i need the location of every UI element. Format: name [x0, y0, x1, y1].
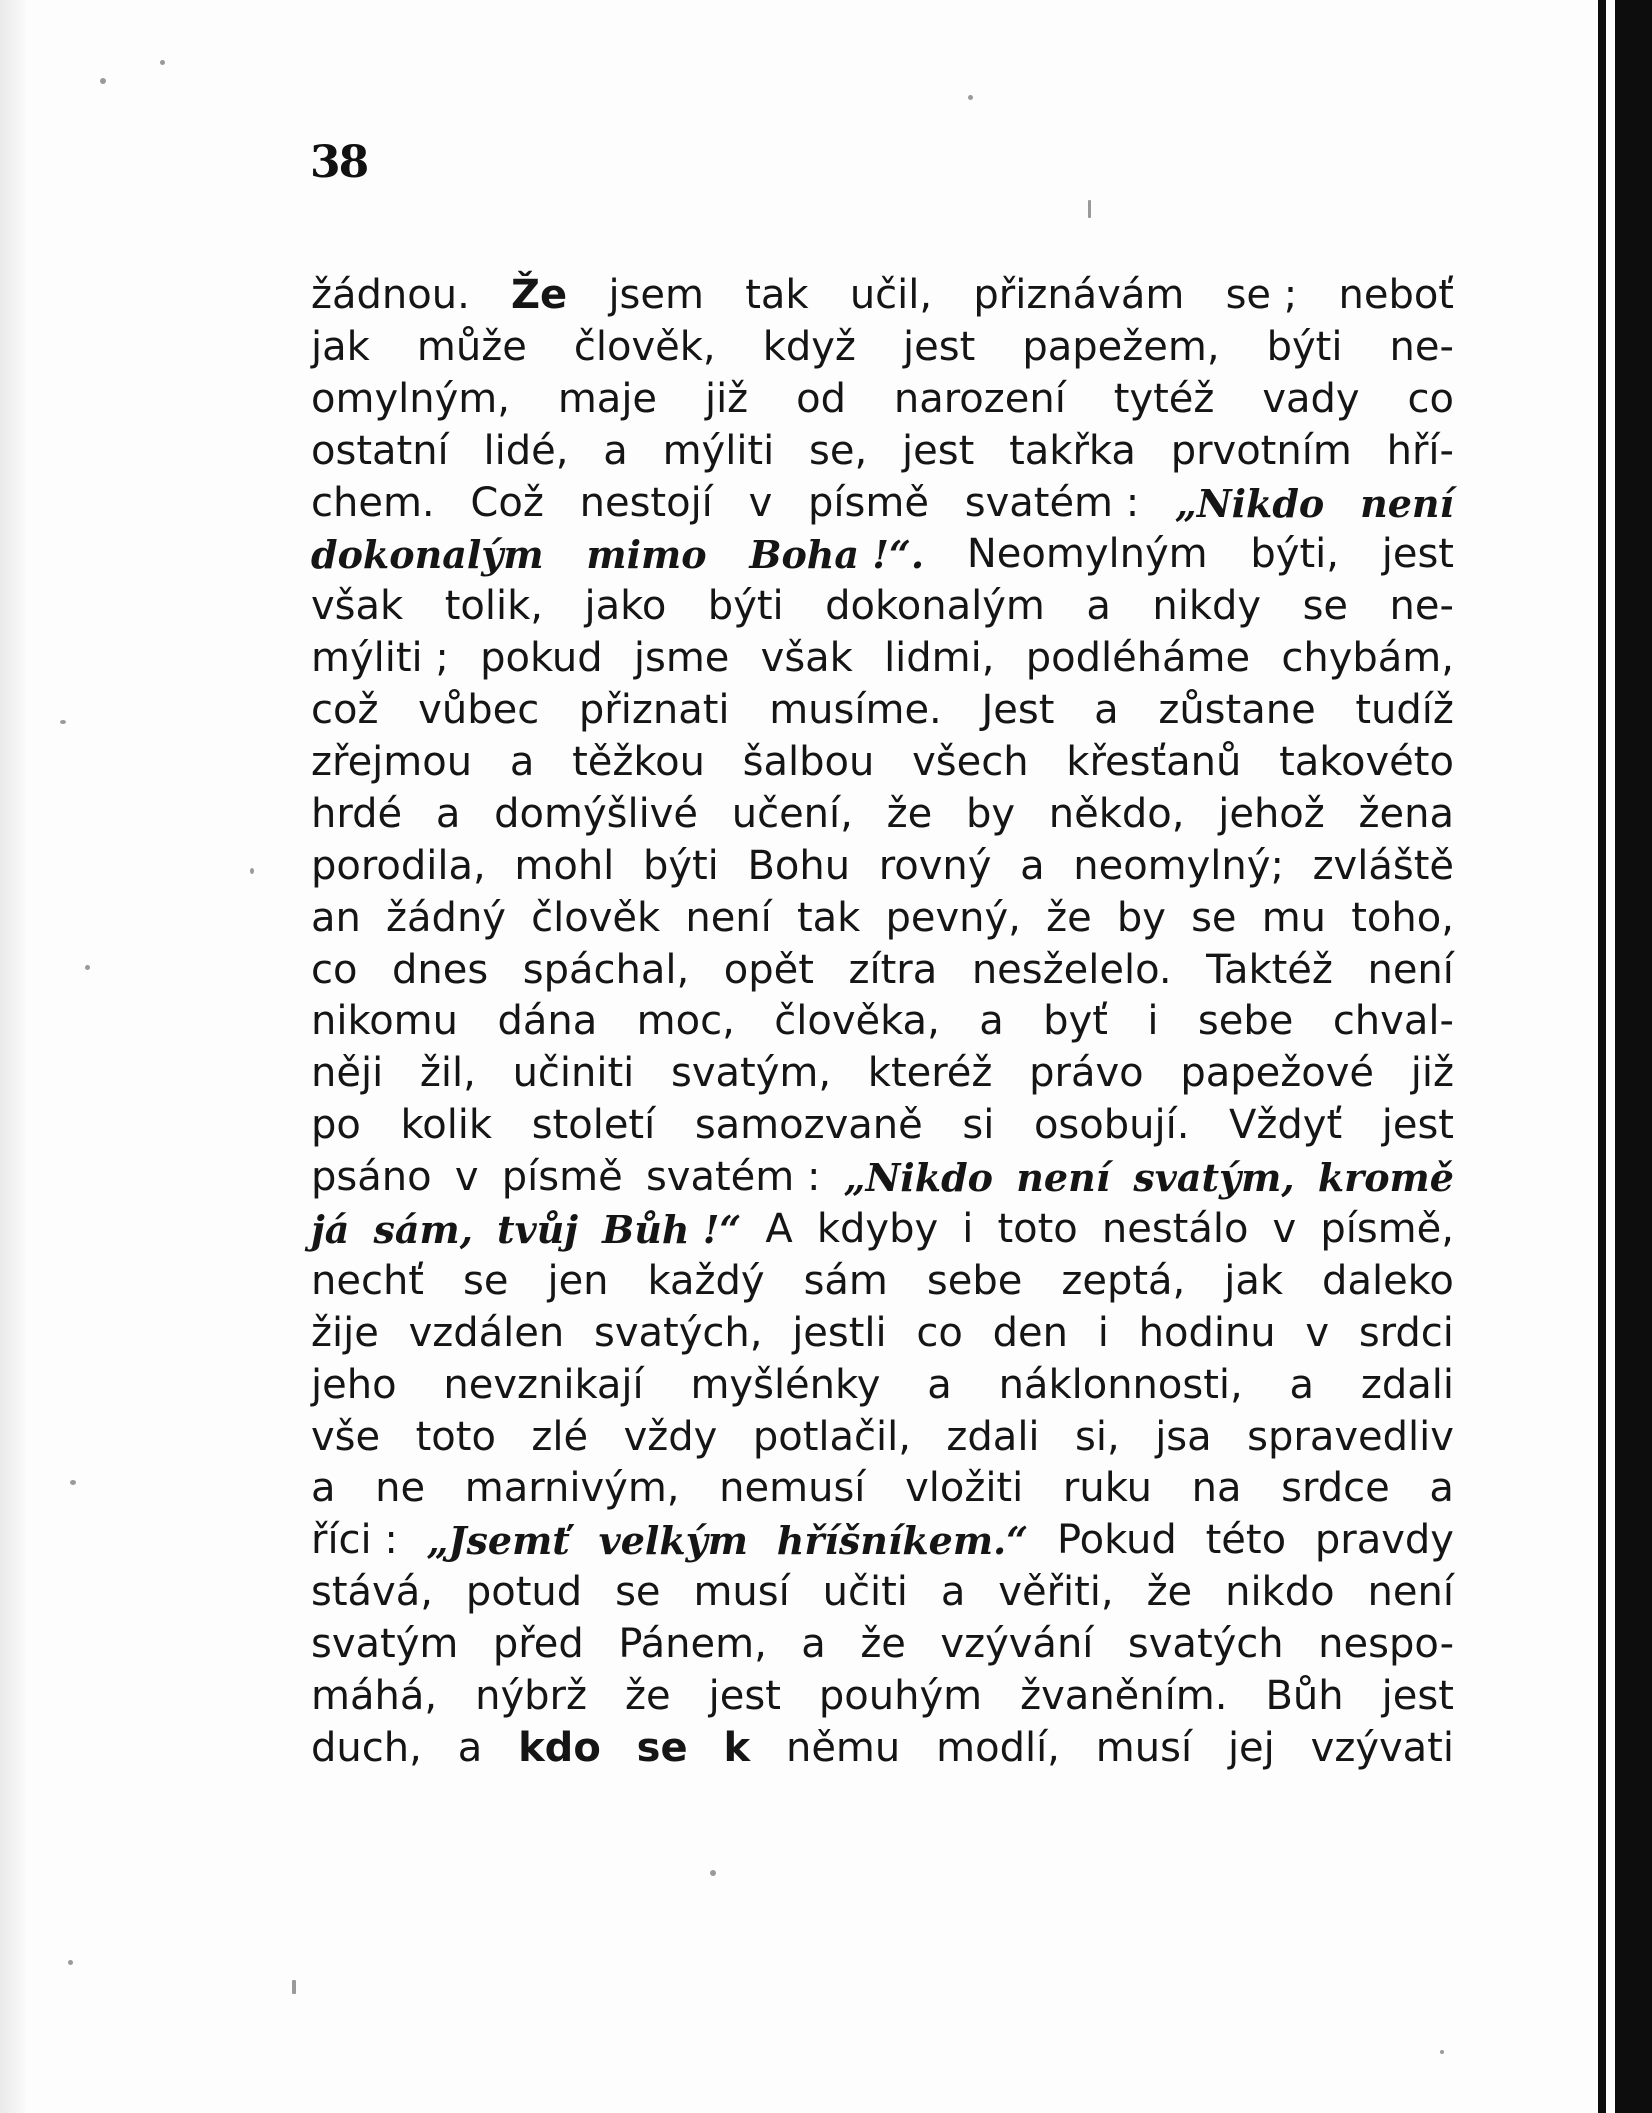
- word: a: [801, 1621, 826, 1668]
- word: spáchal,: [522, 946, 690, 993]
- word: sebe: [1197, 998, 1294, 1045]
- text-line: [311, 996, 1454, 1048]
- word: kdyby: [816, 1206, 939, 1253]
- italic-word: dokonalým: [311, 532, 544, 578]
- word: právo: [1029, 1050, 1144, 1097]
- word: chem.: [311, 479, 435, 526]
- word: století: [531, 1102, 656, 1149]
- word: samozvaně: [694, 1102, 923, 1149]
- dust-speck: [85, 965, 90, 970]
- italic-word: „Nikdo: [843, 1155, 993, 1201]
- text-line: [311, 426, 1454, 478]
- word: kolik: [400, 1102, 493, 1149]
- word: omylným,: [311, 375, 510, 422]
- word: pevný,: [885, 894, 1021, 941]
- word: že: [624, 1673, 671, 1720]
- word: dnes: [392, 946, 489, 993]
- word: spravedliv: [1247, 1413, 1454, 1460]
- word: a: [457, 1724, 483, 1771]
- word: nikdo: [1225, 1569, 1335, 1616]
- page-edge-strip: [1606, 0, 1615, 2113]
- word: pouhým: [818, 1673, 983, 1720]
- word: mohl: [514, 842, 615, 889]
- text-line: [311, 478, 1454, 530]
- word: a: [311, 1465, 336, 1512]
- word: nesželelo.: [971, 946, 1172, 993]
- word: jeho: [311, 1361, 397, 1408]
- word: písmě,: [1320, 1206, 1454, 1253]
- page-number: 38: [310, 137, 368, 188]
- word: šalbou: [742, 739, 875, 786]
- word: Pokud: [1056, 1517, 1177, 1564]
- word: že: [886, 790, 933, 837]
- word: tolik,: [444, 583, 543, 630]
- word: pokud: [480, 635, 603, 682]
- word: a: [509, 739, 535, 786]
- word: duch,: [311, 1724, 422, 1771]
- word: k: [723, 1724, 751, 1771]
- word: srdci: [1358, 1309, 1454, 1356]
- word: Taktéž: [1206, 946, 1333, 993]
- word: i: [962, 1206, 974, 1253]
- text-line: [311, 1671, 1454, 1723]
- italic-word: velkým: [598, 1518, 748, 1564]
- word: svatém :: [964, 479, 1140, 526]
- word: učil,: [849, 272, 933, 318]
- word: ostatní: [311, 427, 449, 474]
- text-line: [311, 1100, 1454, 1152]
- text-line: [311, 581, 1454, 633]
- text-line: [311, 1412, 1454, 1464]
- word: sám: [803, 1257, 888, 1304]
- word: býti: [1266, 323, 1343, 370]
- word: by: [965, 790, 1016, 837]
- dust-speck: [68, 1960, 73, 1965]
- word: zřejmou: [311, 739, 473, 786]
- word: myšlénky: [690, 1361, 881, 1408]
- word: se: [636, 1724, 688, 1771]
- word: jest: [1381, 531, 1454, 578]
- word: neomylný;: [1073, 842, 1284, 889]
- word: Což: [470, 479, 544, 526]
- body-text: [311, 270, 1454, 1775]
- word: osobují.: [1033, 1102, 1190, 1149]
- word: musí: [1095, 1724, 1193, 1771]
- text-line: [311, 1360, 1454, 1412]
- word: není: [1367, 946, 1454, 993]
- word: i: [1147, 998, 1159, 1045]
- word: a: [940, 1569, 966, 1616]
- italic-word: kromě: [1317, 1155, 1454, 1201]
- word: již: [1410, 1050, 1454, 1097]
- word: a: [603, 427, 628, 474]
- word: an: [311, 894, 361, 941]
- word: srdce: [1281, 1465, 1390, 1512]
- word: svatých,: [594, 1309, 763, 1356]
- word: žvaněním.: [1020, 1673, 1228, 1720]
- text-line: [311, 685, 1454, 737]
- word: musí: [693, 1569, 790, 1616]
- word: kdo: [518, 1724, 601, 1771]
- word: může: [416, 323, 527, 370]
- word: žádný: [386, 894, 506, 941]
- text-line: [311, 841, 1454, 893]
- word: se,: [809, 427, 868, 474]
- word: neboť: [1338, 272, 1454, 318]
- word: že: [1046, 894, 1092, 941]
- word: máhá,: [311, 1673, 438, 1720]
- word: co: [1407, 375, 1454, 422]
- word: zítra: [848, 946, 938, 993]
- word: nechť: [311, 1257, 424, 1304]
- word: dána: [497, 998, 598, 1045]
- dust-speck: [250, 868, 254, 874]
- word: mýliti ;: [311, 635, 449, 682]
- word: písmě: [808, 479, 929, 526]
- dust-speck: [292, 1980, 296, 1994]
- word: byť: [1043, 998, 1108, 1045]
- word: po: [311, 1102, 361, 1149]
- word: zlé: [531, 1413, 589, 1460]
- italic-word: já: [311, 1207, 350, 1253]
- word: a: [1086, 583, 1111, 630]
- word: by: [1116, 894, 1166, 941]
- text-line: [311, 1204, 1454, 1256]
- word: prvotním: [1170, 427, 1352, 474]
- italic-word: „Nikdo: [1175, 480, 1325, 526]
- text-line: [311, 1619, 1454, 1671]
- text-line: [311, 1567, 1454, 1619]
- word: a: [1094, 687, 1119, 734]
- word: někdo,: [1048, 790, 1185, 837]
- word: jak: [311, 323, 370, 370]
- word: býti,: [1250, 531, 1339, 578]
- word: marnivým,: [464, 1465, 680, 1512]
- word: není: [685, 894, 772, 941]
- word: a: [1020, 842, 1045, 889]
- word: jsme: [633, 635, 730, 682]
- word: žádnou.: [311, 272, 470, 318]
- word: se: [1302, 583, 1349, 630]
- word: člověka,: [774, 998, 940, 1045]
- word: kteréž: [867, 1050, 993, 1097]
- word: hrdé: [311, 790, 403, 837]
- text-line: [311, 1152, 1454, 1204]
- word: křesťanů: [1066, 739, 1242, 786]
- word: mu: [1261, 894, 1327, 941]
- word: žil,: [419, 1050, 476, 1097]
- dust-speck: [1440, 2050, 1444, 2054]
- word: se: [1191, 894, 1237, 941]
- word: potud: [465, 1569, 583, 1616]
- word: však: [311, 583, 404, 630]
- text-line: [311, 893, 1454, 945]
- word: již: [704, 375, 749, 422]
- word: v: [748, 479, 773, 526]
- word: jen: [547, 1257, 609, 1304]
- dust-speck: [60, 720, 66, 724]
- word: nemusí: [719, 1465, 866, 1512]
- word: učiti: [822, 1569, 908, 1616]
- word: v: [1305, 1309, 1330, 1356]
- text-line: [311, 737, 1454, 789]
- text-line: [311, 1256, 1454, 1308]
- word: žena: [1358, 790, 1454, 837]
- text-line: [311, 1463, 1454, 1515]
- word: tytéž: [1113, 375, 1215, 422]
- word: ne: [375, 1465, 426, 1512]
- word: lidmi,: [884, 635, 995, 682]
- word: tak: [796, 894, 861, 941]
- word: na: [1191, 1465, 1242, 1512]
- word: žije: [311, 1309, 379, 1356]
- word: i: [1097, 1309, 1109, 1356]
- word: přiznati: [578, 687, 730, 734]
- word: nespo-: [1318, 1621, 1454, 1668]
- word: člověk: [531, 894, 661, 941]
- word: hří-: [1386, 427, 1454, 474]
- word: jest: [1381, 1102, 1454, 1149]
- word: pravdy: [1314, 1517, 1454, 1564]
- word: vzývati: [1310, 1724, 1454, 1771]
- word: se: [463, 1257, 509, 1304]
- word: býti: [642, 842, 719, 889]
- word: všech: [912, 739, 1029, 786]
- word: Vždyť: [1229, 1102, 1343, 1149]
- text-line: [311, 945, 1454, 997]
- word: vady: [1262, 375, 1360, 422]
- text-line: [311, 633, 1454, 685]
- word: papežové: [1180, 1050, 1375, 1097]
- text-line: [311, 270, 1454, 322]
- text-line: [311, 1515, 1454, 1567]
- word: takřka: [1009, 427, 1136, 474]
- word: jest: [1381, 1673, 1454, 1720]
- word: a: [927, 1361, 952, 1408]
- text-line: [311, 1723, 1454, 1775]
- word: není: [1367, 1569, 1454, 1616]
- italic-word: tvůj: [497, 1207, 579, 1253]
- word: vzdálen: [408, 1309, 565, 1356]
- word: tak: [745, 272, 809, 318]
- word: náklonnosti,: [998, 1361, 1243, 1408]
- word: Že: [511, 272, 568, 318]
- italic-word: hříšníkem.“: [776, 1518, 1029, 1564]
- word: vůbec: [418, 687, 540, 734]
- dust-speck: [710, 1870, 716, 1876]
- italic-word: mimo: [586, 532, 707, 578]
- word: jsem: [608, 272, 704, 318]
- word: vzývání: [940, 1621, 1094, 1668]
- word: vložiti: [905, 1465, 1024, 1512]
- word: potlačil,: [752, 1413, 911, 1460]
- text-line: [311, 322, 1454, 374]
- italic-word: není: [1016, 1155, 1111, 1201]
- word: říci :: [311, 1517, 398, 1564]
- word: narození: [893, 375, 1066, 422]
- italic-word: Bůh !“: [602, 1207, 742, 1253]
- word: se ;: [1225, 272, 1298, 318]
- word: jako: [584, 583, 667, 630]
- word: vše: [311, 1413, 381, 1460]
- italic-word: sám,: [373, 1207, 473, 1253]
- word: Pánem,: [618, 1621, 767, 1668]
- word: toto: [997, 1206, 1078, 1253]
- word: svatém :: [645, 1154, 821, 1201]
- italic-word: není: [1360, 480, 1454, 526]
- dust-speck: [160, 60, 165, 65]
- word: těžkou: [572, 739, 705, 786]
- word: rovný: [878, 842, 992, 889]
- italic-word: Boha !“.: [749, 532, 925, 578]
- word: Neomylným: [966, 531, 1208, 578]
- word: musíme.: [769, 687, 942, 734]
- word: chybám,: [1281, 635, 1454, 682]
- word: Jest: [981, 687, 1055, 734]
- word: a: [435, 790, 461, 837]
- page-gutter-shadow: [0, 0, 26, 2113]
- italic-word: svatým,: [1133, 1155, 1295, 1201]
- word: ne-: [1389, 323, 1454, 370]
- word: však: [760, 635, 853, 682]
- word: němu: [785, 1724, 901, 1771]
- word: zůstane: [1158, 687, 1316, 734]
- text-line: [311, 1308, 1454, 1360]
- word: ruku: [1062, 1465, 1152, 1512]
- word: se: [615, 1569, 661, 1616]
- word: chval-: [1332, 998, 1454, 1045]
- word: zdali: [946, 1413, 1040, 1460]
- word: před: [492, 1621, 584, 1668]
- word: si,: [1075, 1413, 1120, 1460]
- word: svatých: [1127, 1621, 1284, 1668]
- word: jsa: [1155, 1413, 1212, 1460]
- italic-word: „Jsemť: [426, 1518, 570, 1564]
- word: ne-: [1389, 583, 1454, 630]
- dust-speck: [100, 78, 106, 84]
- word: nikomu: [311, 998, 458, 1045]
- word: nevznikají: [443, 1361, 644, 1408]
- word: Bohu: [747, 842, 851, 889]
- word: zvláště: [1312, 842, 1454, 889]
- dust-speck: [70, 1480, 76, 1485]
- word: tudíž: [1355, 687, 1454, 734]
- word: a: [1289, 1361, 1315, 1408]
- word: této: [1205, 1517, 1287, 1564]
- word: moc,: [636, 998, 735, 1045]
- word: a: [1429, 1465, 1454, 1512]
- word: jej: [1227, 1724, 1275, 1771]
- word: hodinu: [1138, 1309, 1276, 1356]
- word: A: [765, 1206, 793, 1253]
- word: nestálo: [1101, 1206, 1249, 1253]
- word: že: [1146, 1569, 1193, 1616]
- word: Bůh: [1265, 1673, 1344, 1720]
- word: domýšlivé: [494, 790, 698, 837]
- word: porodila,: [311, 842, 486, 889]
- word: modlí,: [936, 1724, 1060, 1771]
- word: zdali: [1360, 1361, 1454, 1408]
- word: lidé,: [483, 427, 569, 474]
- word: nikdy: [1152, 583, 1262, 630]
- word: nestojí: [579, 479, 713, 526]
- word: jest: [708, 1673, 781, 1720]
- word: býti: [707, 583, 784, 630]
- word: sebe: [926, 1257, 1023, 1304]
- word: maje: [557, 375, 658, 422]
- word: co: [311, 946, 358, 993]
- text-line: [311, 529, 1454, 581]
- word: den: [992, 1309, 1068, 1356]
- word: každý: [647, 1257, 765, 1304]
- word: že: [860, 1621, 906, 1668]
- word: si: [962, 1102, 995, 1149]
- word: vždy: [623, 1413, 718, 1460]
- word: svatým,: [671, 1050, 832, 1097]
- word: učiniti: [512, 1050, 635, 1097]
- word: něji: [311, 1050, 384, 1097]
- word: papežem,: [1022, 323, 1220, 370]
- word: věřiti,: [998, 1569, 1114, 1616]
- word: svatým: [311, 1621, 459, 1668]
- word: když: [762, 323, 856, 370]
- word: učení,: [731, 790, 853, 837]
- word: jest: [902, 427, 975, 474]
- word: člověk,: [573, 323, 716, 370]
- word: psáno: [311, 1154, 432, 1201]
- word: v: [454, 1154, 479, 1201]
- word: podléháme: [1025, 635, 1251, 682]
- word: nýbrž: [475, 1673, 587, 1720]
- word: písmě: [501, 1154, 623, 1201]
- word: daleko: [1322, 1257, 1454, 1304]
- dust-speck: [968, 95, 973, 100]
- dust-speck: [1088, 200, 1091, 218]
- word: stává,: [311, 1569, 433, 1616]
- word: v: [1272, 1206, 1297, 1253]
- word: jest: [903, 323, 976, 370]
- word: jestli: [792, 1309, 887, 1356]
- text-line: [311, 789, 1454, 841]
- word: co: [916, 1309, 963, 1356]
- word: dokonalým: [825, 583, 1045, 630]
- word: jehož: [1218, 790, 1325, 837]
- word: jak: [1224, 1257, 1284, 1304]
- text-line: [311, 1048, 1454, 1100]
- word: přiznávám: [973, 272, 1185, 318]
- word: opět: [723, 946, 814, 993]
- word: zeptá,: [1061, 1257, 1186, 1304]
- word: mýliti: [662, 427, 775, 474]
- text-line: [311, 374, 1454, 426]
- word: toho,: [1351, 894, 1454, 941]
- word: a: [979, 998, 1004, 1045]
- word: toto: [415, 1413, 496, 1460]
- word: od: [796, 375, 846, 422]
- word: což: [311, 687, 379, 734]
- word: takovéto: [1279, 739, 1454, 786]
